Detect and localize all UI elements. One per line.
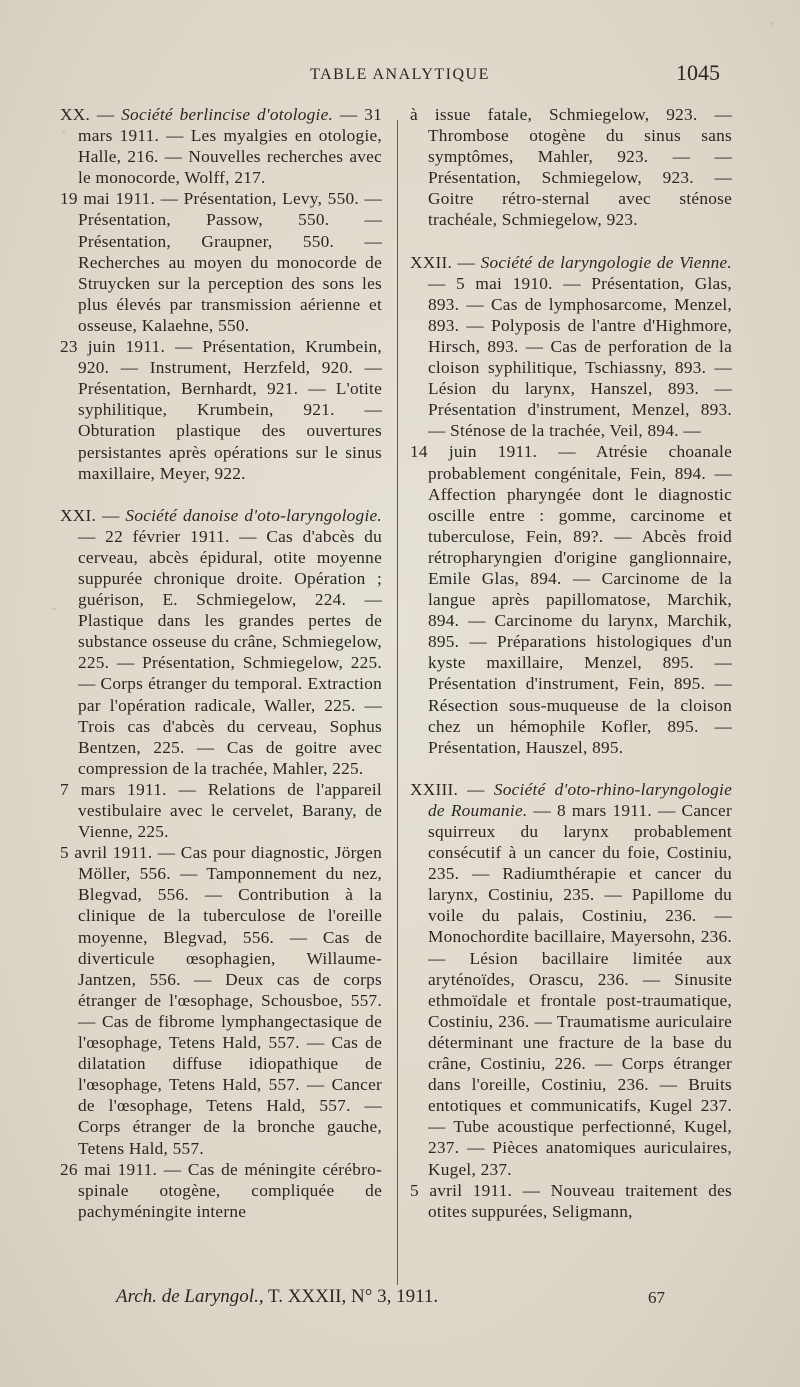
paper-speck xyxy=(770,22,773,25)
volume-info: T. XXXII, N° 3, 1911. xyxy=(263,1286,439,1307)
society-name: Société berlincise d'otologie. xyxy=(121,105,334,124)
right-column xyxy=(410,104,732,1222)
left-column xyxy=(60,104,382,1222)
footer-citation xyxy=(116,1286,438,1308)
entry-text: — 22 février 1911. — Cas d'abcès du cerveau, abcès épidural, otite moyenne suppurée chronique droite. Opération ; guérison, E. Schmiegelow, 224. — Plastique dans les grandes pertes de substance osseuse du crâne, Schmiegelow, 225. — Présentation, Schmiegelow, 225. — Corps étranger du temporal. Extraction par l'opération radicale, Waller, 225. — Trois cas d'abcès du cerveau, Sophus Bentzen, 225. — Cas de goitre avec compression de la trachée, Mahler, 225. xyxy=(78,526,382,778)
signature-mark: 67 xyxy=(648,1288,665,1307)
entry-text: — 8 mars 1911. — Cancer squirreux du larynx probablement consécutif à un cancer du foie, Costiniu, 235. — Radiumthérapie et cancer du larynx, Costiniu, 235. — Papillome du voile du palais, Costiniu, 236. — Monochordite bacillaire, Mayersohn, 236. — Lésion bacillaire limitée aux aryténoïdes, Orascu, 236. — Sinusite ethmoïdale et frontale post-traumatique, Costiniu, 236. — Traumatisme auriculaire déterminant une fracture de la base du crâne, Costiniu, 226. — Corps étranger dans l'oreille, Costiniu, 236. — Bruits entotiques et communicatifs, Kugel 237. — Tube acoustique perfectionné, Kugel, 237. — Pièces anatomiques auriculaires, Kugel, 237. xyxy=(428,800,732,1179)
entry-continuation: à issue fatale, Schmiegelow, 923. — Thrombose otogène du sinus sans symptômes, Mahler, 923. — — Présentation, Schmiegelow, 923. — Goitre rétro-sternal avec sténose trachéale, Schmiegelow, 923. xyxy=(410,105,732,230)
page-number: 1045 xyxy=(676,60,720,85)
entry-text: — 5 mai 1910. — Présentation, Glas, 893. — Cas de lymphosarcome, Menzel, 893. — Polyposis de l'antre d'Highmore, Hirsch, 893. — Cas de perforation de la cloison syphilitique, Tschiassny, 893. — Lésion du larynx, Hanszel, 893. — Présentation d'instrument, Menzel, 893. — Sténose de la trachée, Veil, 894. — xyxy=(428,273,732,441)
entry-berlin-society xyxy=(60,104,382,188)
journal-name: Arch. de Laryngol., xyxy=(116,1286,264,1307)
entry-5-avril-1911: 5 avril 1911. — Cas pour diagnostic, Jörgen Möller, 556. — Tamponnement du nez, Blegvad, 556. — Contribution à la clinique de la tuberculose de l'oreille moyenne, Blegvad, 556. — Cas de diverticule œsophagien, Willaume-Jantzen, 556. — Deux cas de corps étranger de l'œsophage, Schousboe, 557. — Cas de fibrome lymphangectasique de l'œsophage, Tetens Hald, 557. — Cas de dilatation diffuse idiopathique de l'œsophage, Tetens Hald, 557. — Cancer de l'œsophage, Tetens Hald, 557. — Corps étranger de la bronche gauche, Tetens Hald, 557. xyxy=(60,843,382,1158)
paper-speck xyxy=(62,130,65,133)
entry-romania-society xyxy=(410,779,732,1180)
entry-19-mai-1911: 19 mai 1911. — Présentation, Levy, 550. — Présentation, Passow, 550. — Présentation, Graupner, 550. — Recherches au moyen du monocorde de Struycken sur la perception des sons les plus élevés par transmission aérienne et osseuse, Kalaehne, 550. xyxy=(60,189,382,335)
entry-26-mai-1911: 26 mai 1911. — Cas de méningite cérébro-spinale otogène, compliquée de pachyméningite interne xyxy=(60,1159,382,1221)
entry-5-avril-1911-right: 5 avril 1911. — Nouveau traitement des otites suppurées, Seligmann, xyxy=(410,1180,732,1221)
society-name: Société de laryngologie de Vienne. xyxy=(480,252,732,272)
running-header: TABLE ANALYTIQUE xyxy=(310,66,490,83)
entry-14-juin-1911: 14 juin 1911. — Atrésie choanale probablement congénitale, Fein, 894. — Affection pharyngée dont le diagnostic oscille entre : gomme, carcinome et tuberculose, Fein, 89?. — Abcès froid rétropharyngien d'origine ganglionnaire, Emile Glas, 894. — Carcinome de la langue après papillomatose, Marchik, 894. — Carcinome du larynx, Marchik, 895. — Préparations histologiques d'un kyste maxillaire, Menzel, 895. — Présentation d'instrument, Fein, 895. — Résection sous-muqueuse de la cloison chez un hémophile Kofler, 895. — Présentation, Hauszel, 895. xyxy=(410,442,732,757)
paper-speck xyxy=(52,608,56,610)
society-name: Société danoise d'oto-laryngologie. xyxy=(125,505,382,525)
section-number: XXII. — xyxy=(410,252,481,272)
section-number: XX. — xyxy=(60,105,122,124)
entry-danish-society xyxy=(60,505,382,779)
entry-vienna-society xyxy=(410,252,732,442)
entry-23-juin-1911: 23 juin 1911. — Présentation, Krumbein, 920. — Instrument, Herzfeld, 920. — Présentation, Bernhardt, 921. — L'otite syphilitique, Krumbein, 921. — Obturation plastique des ouvertures persistantes après opérations sur le sinus maxillaire, Meyer, 922. xyxy=(60,337,382,483)
column-divider xyxy=(397,120,398,1285)
section-number: XXI. — xyxy=(60,505,126,525)
society-name: Société d'oto-rhino-laryngologie de Roumanie. xyxy=(428,779,732,820)
entry-text: — 31 mars 1911. — Les myalgies en otologie, Halle, 216. — Nouvelles recherches avec le monocorde, Wolff, 217. xyxy=(78,105,382,188)
section-number: XXIII. — xyxy=(410,779,494,799)
entry-7-mars-1911: 7 mars 1911. — Relations de l'appareil vestibulaire avec le cervelet, Barany, de Vienne, 225. xyxy=(60,779,382,842)
